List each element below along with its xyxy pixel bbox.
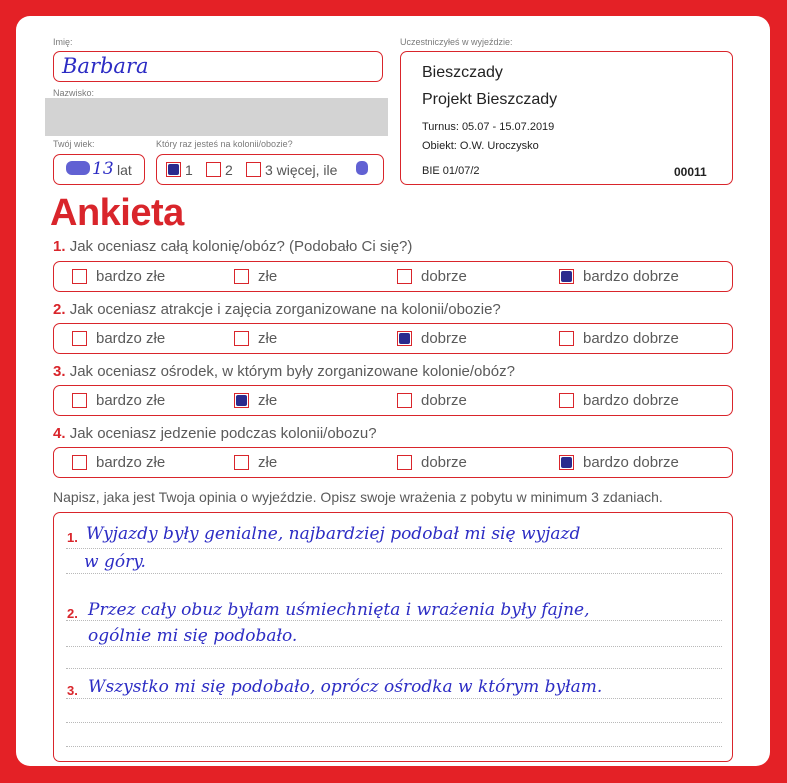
times-scribble xyxy=(356,161,368,175)
survey-sheet xyxy=(16,16,770,766)
question-3-number: 3. xyxy=(53,363,66,380)
q3-option-label-4: bardzo dobrze xyxy=(583,392,679,409)
opinion-3-line-1: Wszystko mi się podobało, oprócz ośrodka w którym byłam. xyxy=(88,677,603,697)
rule xyxy=(66,620,722,621)
q4-option-dobrze[interactable] xyxy=(397,455,412,470)
trip-turnus: Turnus: 05.07 - 15.07.2019 xyxy=(422,121,555,133)
times-checkbox-3[interactable] xyxy=(246,162,261,177)
surname-label: Nazwisko: xyxy=(53,88,95,98)
trip-subtitle: Projekt Bieszczady xyxy=(422,91,558,108)
q1-option-label-2: złe xyxy=(258,268,278,285)
q2-option-label-2: złe xyxy=(258,330,278,347)
q1-option-label-4: bardzo dobrze xyxy=(583,268,679,285)
surname-redaction xyxy=(45,98,388,136)
q2-option-bardzo-zle[interactable] xyxy=(72,331,87,346)
name-field[interactable] xyxy=(53,51,383,82)
q4-option-bardzo-zle[interactable] xyxy=(72,455,87,470)
opinion-2-number: 2. xyxy=(67,606,78,621)
q4-option-label-1: bardzo złe xyxy=(96,454,166,471)
q1-option-bardzo-dobrze[interactable] xyxy=(559,269,574,284)
question-1-text: Jak oceniasz całą kolonię/obóz? (Podobało Ci się?) xyxy=(69,238,413,255)
q4-option-zle[interactable] xyxy=(234,455,249,470)
question-1 xyxy=(53,238,412,255)
q3-option-bardzo-dobrze[interactable] xyxy=(559,393,574,408)
question-4-text: Jak oceniasz jedzenie podczas kolonii/obozu? xyxy=(69,425,377,442)
q1-option-bardzo-zle[interactable] xyxy=(72,269,87,284)
q2-option-zle[interactable] xyxy=(234,331,249,346)
age-value: 13 xyxy=(92,159,114,179)
q4-option-label-4: bardzo dobrze xyxy=(583,454,679,471)
opinion-3-number: 3. xyxy=(67,683,78,698)
trip-code: BIE 01/07/2 xyxy=(422,165,480,177)
question-2-number: 2. xyxy=(53,301,66,318)
opinion-1-number: 1. xyxy=(67,530,78,545)
q3-option-label-1: bardzo złe xyxy=(96,392,166,409)
times-label-3: 3 więcej, ile xyxy=(265,162,338,178)
q4-option-bardzo-dobrze[interactable] xyxy=(559,455,574,470)
trip-number: 00011 xyxy=(674,165,707,179)
opinion-prompt: Napisz, jaka jest Twoja opinia o wyjeździe. Opisz swoje wrażenia z pobytu w minimum 3 zdaniach. xyxy=(53,489,663,505)
q2-option-label-1: bardzo złe xyxy=(96,330,166,347)
q1-option-dobrze[interactable] xyxy=(397,269,412,284)
q1-option-label-1: bardzo złe xyxy=(96,268,166,285)
question-4-number: 4. xyxy=(53,425,66,442)
survey-heading: Ankieta xyxy=(50,192,184,234)
rule xyxy=(66,722,722,723)
opinion-2-line-1: Przez cały obuz byłam uśmiechnięta i wrażenia były fajne, xyxy=(88,600,590,620)
age-field[interactable] xyxy=(53,154,145,185)
q3-option-label-2: złe xyxy=(258,392,278,409)
trip-card xyxy=(400,51,733,185)
rule xyxy=(66,668,722,669)
q1-option-label-3: dobrze xyxy=(421,268,467,285)
times-field xyxy=(156,154,384,185)
q3-option-bardzo-zle[interactable] xyxy=(72,393,87,408)
question-4 xyxy=(53,425,377,442)
times-checkbox-1[interactable] xyxy=(166,162,181,177)
q2-option-dobrze[interactable] xyxy=(397,331,412,346)
name-value: Barbara xyxy=(62,54,149,78)
q4-option-label-2: złe xyxy=(258,454,278,471)
question-3-text: Jak oceniasz ośrodek, w którym były zorganizowane kolonie/obóz? xyxy=(69,363,515,380)
times-label: Który raz jesteś na kolonii/obozie? xyxy=(156,139,293,149)
question-2 xyxy=(53,301,501,318)
rule xyxy=(66,698,722,699)
question-3 xyxy=(53,363,515,380)
opinion-1-line-1: Wyjazdy były genialne, najbardziej podobał mi się wyjazd xyxy=(86,524,581,544)
participant-label: Uczestniczyłeś w wyjeździe: xyxy=(400,37,513,47)
q2-option-bardzo-dobrze[interactable] xyxy=(559,331,574,346)
rule xyxy=(66,548,722,549)
rule xyxy=(66,746,722,747)
opinion-2-line-2: ogólnie mi się podobało. xyxy=(88,626,298,646)
q1-option-zle[interactable] xyxy=(234,269,249,284)
times-label-1: 1 xyxy=(185,162,193,178)
rating-row-3 xyxy=(53,385,733,416)
trip-obiekt: Obiekt: O.W. Uroczysko xyxy=(422,140,539,152)
q2-option-label-3: dobrze xyxy=(421,330,467,347)
times-label-2: 2 xyxy=(225,162,233,178)
trip-title: Bieszczady xyxy=(422,64,503,81)
q4-option-label-3: dobrze xyxy=(421,454,467,471)
times-checkbox-2[interactable] xyxy=(206,162,221,177)
q3-option-zle[interactable] xyxy=(234,393,249,408)
age-unit: lat xyxy=(117,162,132,178)
rule xyxy=(66,573,722,574)
rating-row-1 xyxy=(53,261,733,292)
q3-option-label-3: dobrze xyxy=(421,392,467,409)
age-label: Twój wiek: xyxy=(53,139,95,149)
age-scribble xyxy=(66,161,90,175)
q2-option-label-4: bardzo dobrze xyxy=(583,330,679,347)
question-2-text: Jak oceniasz atrakcje i zajęcia zorganizowane na kolonii/obozie? xyxy=(69,301,501,318)
name-label: Imię: xyxy=(53,37,73,47)
question-1-number: 1. xyxy=(53,238,66,255)
rating-row-2 xyxy=(53,323,733,354)
rule xyxy=(66,646,722,647)
opinion-1-line-2: w góry. xyxy=(84,552,146,572)
rating-row-4 xyxy=(53,447,733,478)
q3-option-dobrze[interactable] xyxy=(397,393,412,408)
